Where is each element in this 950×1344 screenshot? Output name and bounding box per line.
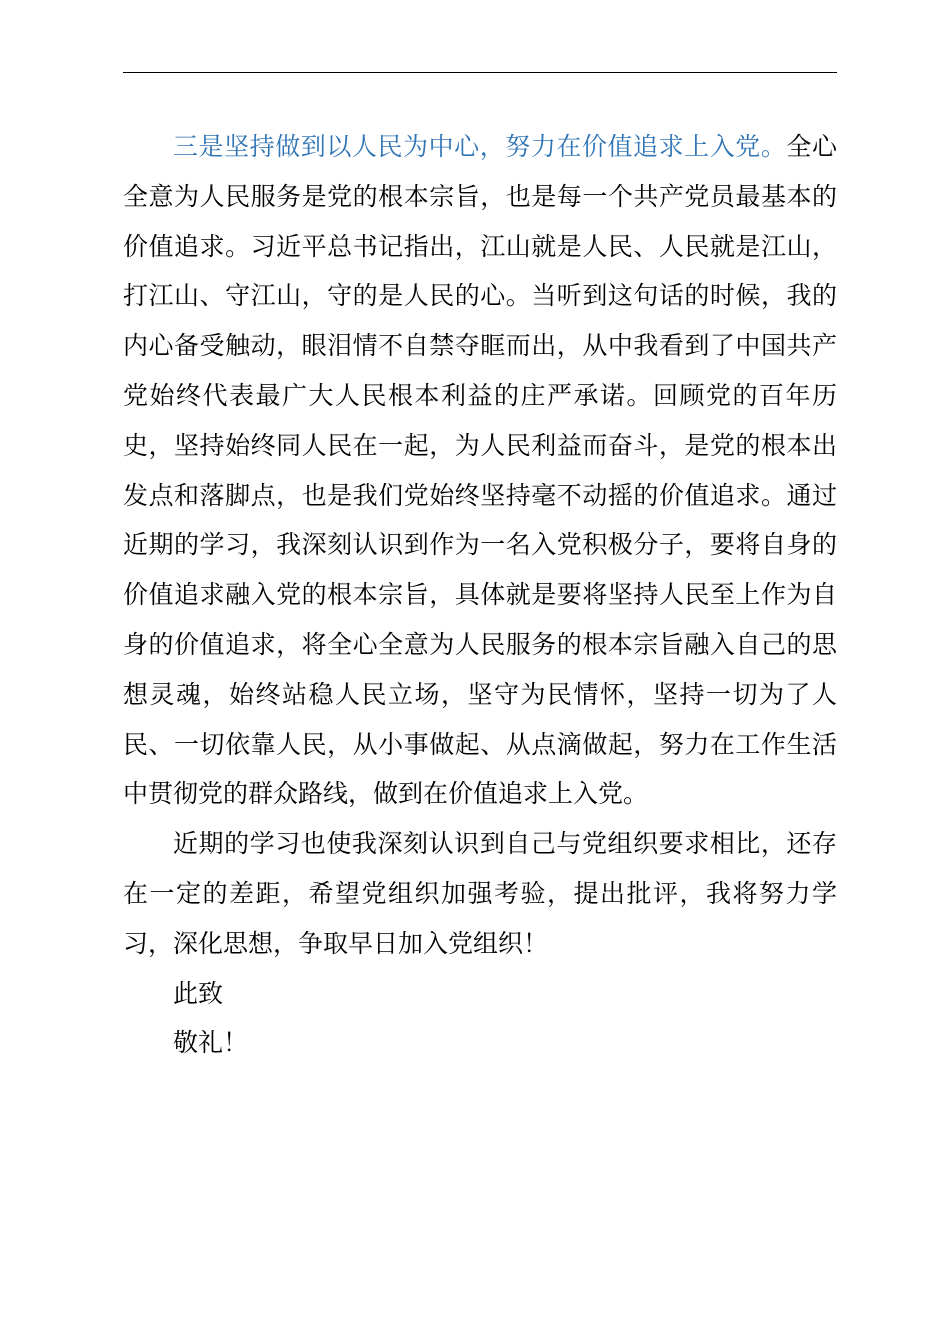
header-rule: [123, 72, 837, 73]
closing-salutation: 此致: [173, 978, 224, 1008]
paragraph-conclusion: 近期的学习也使我深刻认识到自己与党组织要求相比，还存在一定的差距，希望党组织加强考验，提出批评，我将努力学习，深化思想，争取早日加入党组织！: [123, 829, 837, 958]
closing-regards: 敬礼！: [173, 1028, 249, 1058]
paragraph-text: 全心全意为人民服务是党的根本宗旨，也是每一个共产党员最基本的价值追求。习近平总书记指出，江山就是人民、人民就是江山，打江山、守江山，守的是人民的心。当听到这句话的时候，我的内心备受触动，眼泪情不自禁夺眶而出，从中我看到了中国共产党始终代表最广大人民根本利益的庄严承诺。回顾党的百年历史，坚持始终同人民在一起，为人民利益而奋斗，是党的根本出发点和落脚点，也是我们党始终坚持毫不动摇的价值追求。通过近期的学习，我深刻认识到作为一名入党积极分子，要将自身的价值追求融入党的根本宗旨，具体就是要将坚持人民至上作为自身的价值追求，将全心全意为人民服务的根本宗旨融入自己的思想灵魂，始终站稳人民立场，坚守为民情怀，坚持一切为了人民、一切依靠人民，从小事做起、从点滴做起，努力在工作生活中贯彻党的群众路线，做到在价值追求上入党。: [123, 132, 837, 809]
paragraph-commitment: [123, 122, 837, 819]
highlighted-heading: 三是坚持做到以人民为中心，努力在价值追求上入党。: [173, 132, 787, 161]
document-body: [123, 122, 837, 1068]
